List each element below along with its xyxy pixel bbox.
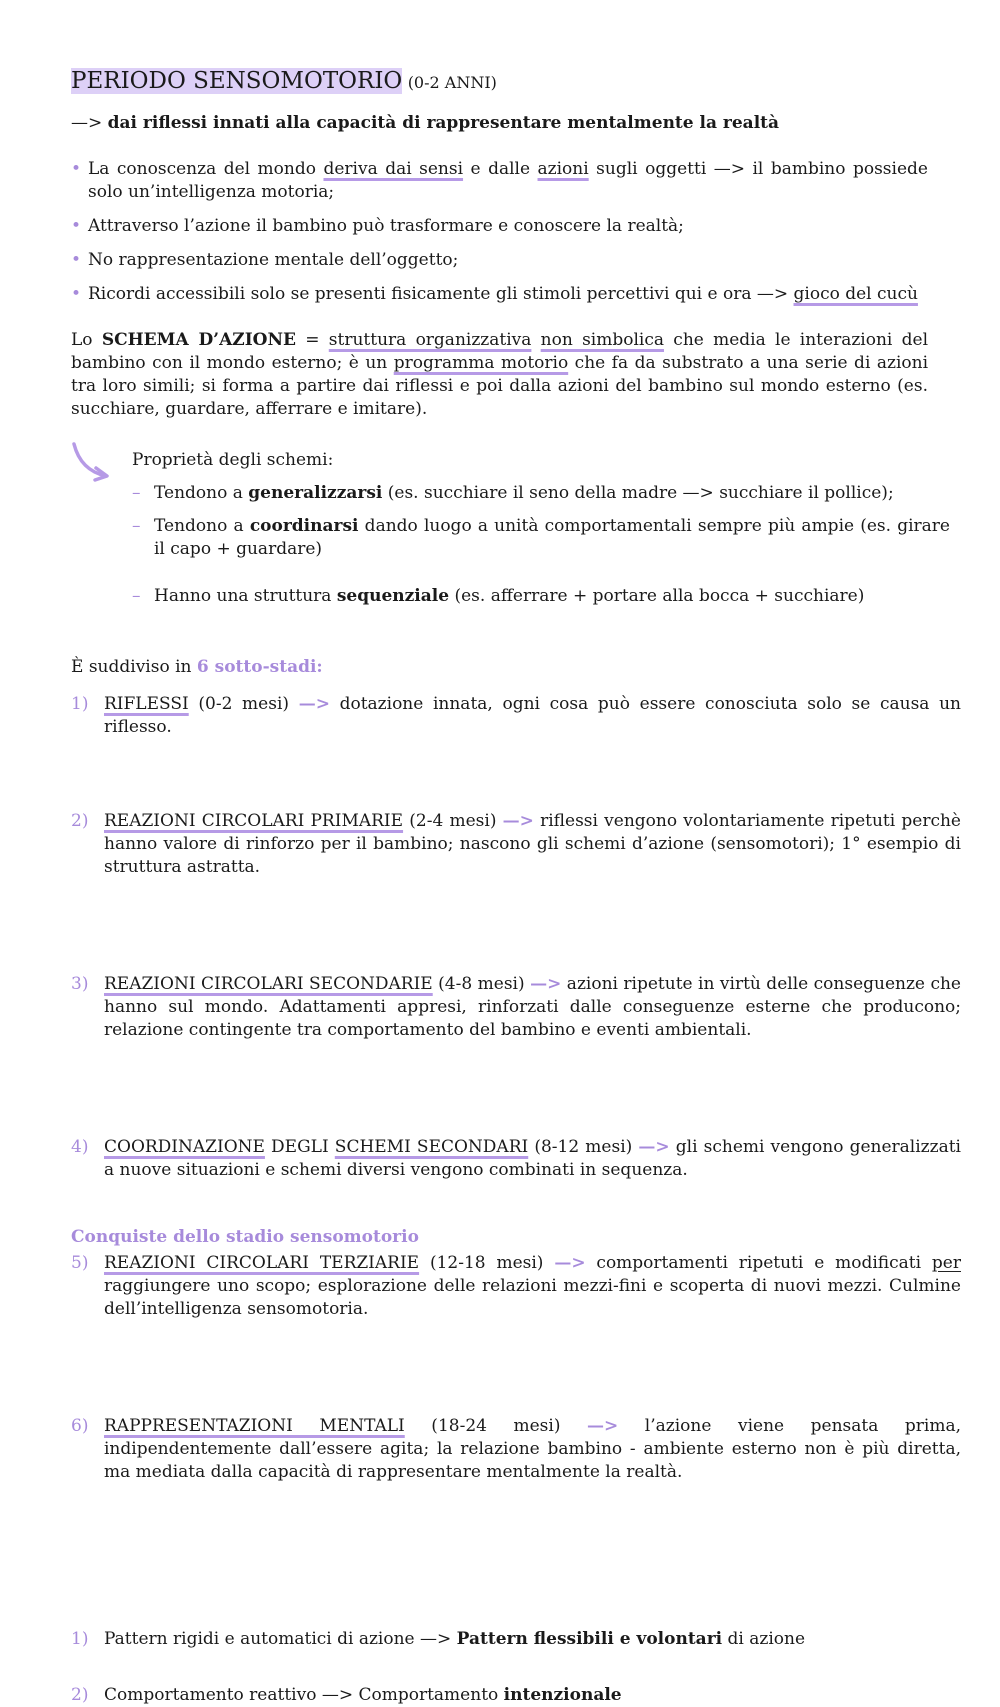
- property-term: generalizzarsi: [248, 483, 383, 503]
- dash-marker-icon: –: [132, 516, 141, 536]
- substage-name: REAZIONI CIRCOLARI PRIMARIE: [104, 811, 404, 831]
- conquest-term: Pattern flessibili e volontari: [456, 1629, 723, 1649]
- substage-item: [71, 693, 961, 739]
- substage-item: [71, 810, 961, 879]
- substage-description: azioni ripetute in virtù delle conseguenze che hanno sul mondo. Adattamenti appresi, rinforzati dalle conseguenze esterne che producono; relazione contingente tra comportamento del bambino e eventi ambientali.: [104, 974, 961, 1040]
- property-text: dando luogo a unità comportamentali sempre più ampie (es. girare il capo + guardare): [154, 516, 950, 559]
- underlined-term: gioco del cucù: [793, 284, 918, 304]
- substage-description: riflessi vengono volontariamente ripetuti perchè hanno valore di rinforzo per il bambino; nascono gli schemi d’azione (sensomotori); 1° esempio di struttura astratta.: [104, 811, 961, 877]
- property-text: (es. afferrare + portare alla bocca + succhiare): [449, 586, 865, 606]
- substage-number: 3): [71, 974, 89, 994]
- arrow-icon: —>: [554, 1253, 586, 1273]
- substage-item: [71, 973, 961, 1042]
- conquest-text: Comportamento reattivo —> Comportamento: [104, 1685, 504, 1705]
- substage-number: 4): [71, 1137, 89, 1157]
- property-item: [132, 515, 950, 561]
- substage-description: comportamenti ripetuti e modificati: [585, 1253, 932, 1273]
- substage-item: [71, 1415, 961, 1484]
- subtitle-arrow: —>: [71, 113, 103, 133]
- bullet-text: La conoscenza del mondo: [88, 159, 324, 179]
- underlined-term: programma motorio: [393, 353, 569, 373]
- property-item: [132, 585, 950, 608]
- arrow-icon: —>: [502, 811, 534, 831]
- substage-name: REAZIONI CIRCOLARI SECONDARIE: [104, 974, 433, 994]
- schema-text: che fa da substrato a una serie di azioni tra loro simili; si forma a partire dai riflessi e poi dalla azioni del bambino sul mondo esterno (es. succhiare, guardare, afferrare e imitare).: [71, 353, 929, 419]
- substages-count: 6 sotto-stadi:: [196, 657, 323, 677]
- dash-marker-icon: –: [132, 586, 141, 606]
- conquest-number: 1): [71, 1629, 89, 1649]
- arrow-icon: —>: [530, 974, 562, 994]
- bullet-dot-icon: •: [71, 159, 82, 179]
- bullet-item: [71, 283, 928, 306]
- conquest-item: [71, 1628, 961, 1651]
- bullet-dot-icon: •: [71, 284, 82, 304]
- schema-text: =: [295, 330, 329, 350]
- substage-period: (2-4 mesi): [403, 811, 503, 831]
- substage-item: [71, 1252, 961, 1321]
- substage-description: gli schemi vengono generalizzati a nuove situazioni e schemi diversi vengono combinati in sequenza.: [104, 1137, 961, 1180]
- arrow-icon: —>: [298, 694, 330, 714]
- conquest-term: intenzionale: [503, 1685, 622, 1705]
- schema-text: che media le interazioni del bambino con il mondo esterno; è un: [71, 330, 928, 373]
- bullet-text: Ricordi accessibili solo se presenti fisicamente gli stimoli percettivi qui e ora —>: [88, 284, 794, 304]
- property-term: sequenziale: [336, 586, 450, 606]
- property-item: [132, 482, 950, 505]
- conquests-heading: [71, 1226, 928, 1249]
- schema-text: Lo: [71, 330, 102, 350]
- substage-name-connector: DEGLI: [264, 1137, 335, 1157]
- arrow-icon: —>: [638, 1137, 670, 1157]
- underlined-term: azioni: [537, 159, 589, 179]
- schema-text: [531, 330, 540, 350]
- curved-arrow-icon: [70, 440, 114, 482]
- property-text: (es. succhiare il seno della madre —> succhiare il pollice);: [382, 483, 894, 503]
- substage-period: (8-12 mesi): [528, 1137, 639, 1157]
- underlined-word: per: [931, 1253, 961, 1273]
- bullet-text: e dalle: [463, 159, 538, 179]
- conquest-text: Pattern rigidi e automatici di azione —>: [104, 1629, 457, 1649]
- conquest-item: [71, 1684, 961, 1707]
- substage-item: [71, 1136, 961, 1182]
- bullet-text: No rappresentazione mentale dell’oggetto;: [88, 250, 459, 270]
- page-subtitle: dai riflessi innati alla capacità di rappresentare mentalmente la realtà: [107, 113, 780, 133]
- substage-name: SCHEMI SECONDARI: [334, 1137, 529, 1157]
- substage-number: 5): [71, 1253, 89, 1273]
- substage-number: 1): [71, 694, 89, 714]
- substage-description: l’azione viene pensata prima, indipendentemente dall’essere agita; la relazione bambino - ambiente esterno non è più diretta, ma mediata dalla capacità di rappresentare mentalmente la realtà.: [104, 1416, 961, 1482]
- substages-intro: [71, 656, 928, 679]
- bullet-item: [71, 158, 928, 204]
- schema-paragraph: [71, 329, 928, 421]
- conquest-number: 2): [71, 1685, 89, 1705]
- substage-number: 6): [71, 1416, 89, 1436]
- underlined-term: struttura organizzativa: [328, 330, 532, 350]
- bullet-item: [71, 249, 928, 272]
- page-title: PERIODO SENSOMOTORIO: [71, 68, 403, 94]
- underlined-term: deriva dai sensi: [323, 159, 464, 179]
- substage-period: (0-2 mesi): [188, 694, 299, 714]
- conquest-text: di azione: [722, 1629, 806, 1649]
- property-text: Hanno una struttura: [154, 586, 337, 606]
- bullet-text: sugli oggetti —> il bambino possiede solo un’intelligenza motoria;: [88, 159, 928, 202]
- title-line: [71, 70, 928, 95]
- subtitle-line: [71, 112, 928, 135]
- schema-term: SCHEMA D’AZIONE: [101, 330, 296, 350]
- bullet-dot-icon: •: [71, 216, 82, 236]
- substage-name: RIFLESSI: [104, 694, 189, 714]
- substage-description: dotazione innata, ogni cosa può essere conosciuta solo se causa un riflesso.: [104, 694, 961, 737]
- underlined-term: non simbolica: [540, 330, 665, 350]
- substage-period: (12-18 mesi): [419, 1253, 555, 1273]
- property-text: Tendono a: [154, 483, 249, 503]
- dash-marker-icon: –: [132, 483, 141, 503]
- bullet-item: [71, 215, 928, 238]
- substages-intro-text: È suddiviso in: [71, 657, 197, 677]
- bullet-text: Attraverso l’azione il bambino può trasformare e conoscere la realtà;: [88, 216, 684, 236]
- conquests-title: Conquiste dello stadio sensomotorio: [71, 1227, 419, 1247]
- age-range: (0-2 ANNI): [407, 73, 497, 92]
- properties-heading: Proprietà degli schemi:: [132, 450, 334, 470]
- bullet-dot-icon: •: [71, 250, 82, 270]
- substage-name: COORDINAZIONE: [104, 1137, 265, 1157]
- substage-period: (18-24 mesi): [404, 1416, 588, 1436]
- property-text: Tendono a: [154, 516, 250, 536]
- property-term: coordinarsi: [249, 516, 359, 536]
- substage-description: raggiungere uno scopo; esplorazione delle relazioni mezzi-fini e scoperta di nuovi mezzi. Culmine dell’intelligenza sensomotoria.: [104, 1276, 961, 1319]
- substage-name: RAPPRESENTAZIONI MENTALI: [104, 1416, 405, 1436]
- intro-bullets: [71, 158, 928, 317]
- substage-name: REAZIONI CIRCOLARI TERZIARIE: [104, 1253, 420, 1273]
- substage-period: (4-8 mesi): [432, 974, 531, 994]
- substage-number: 2): [71, 811, 89, 831]
- arrow-icon: —>: [587, 1416, 619, 1436]
